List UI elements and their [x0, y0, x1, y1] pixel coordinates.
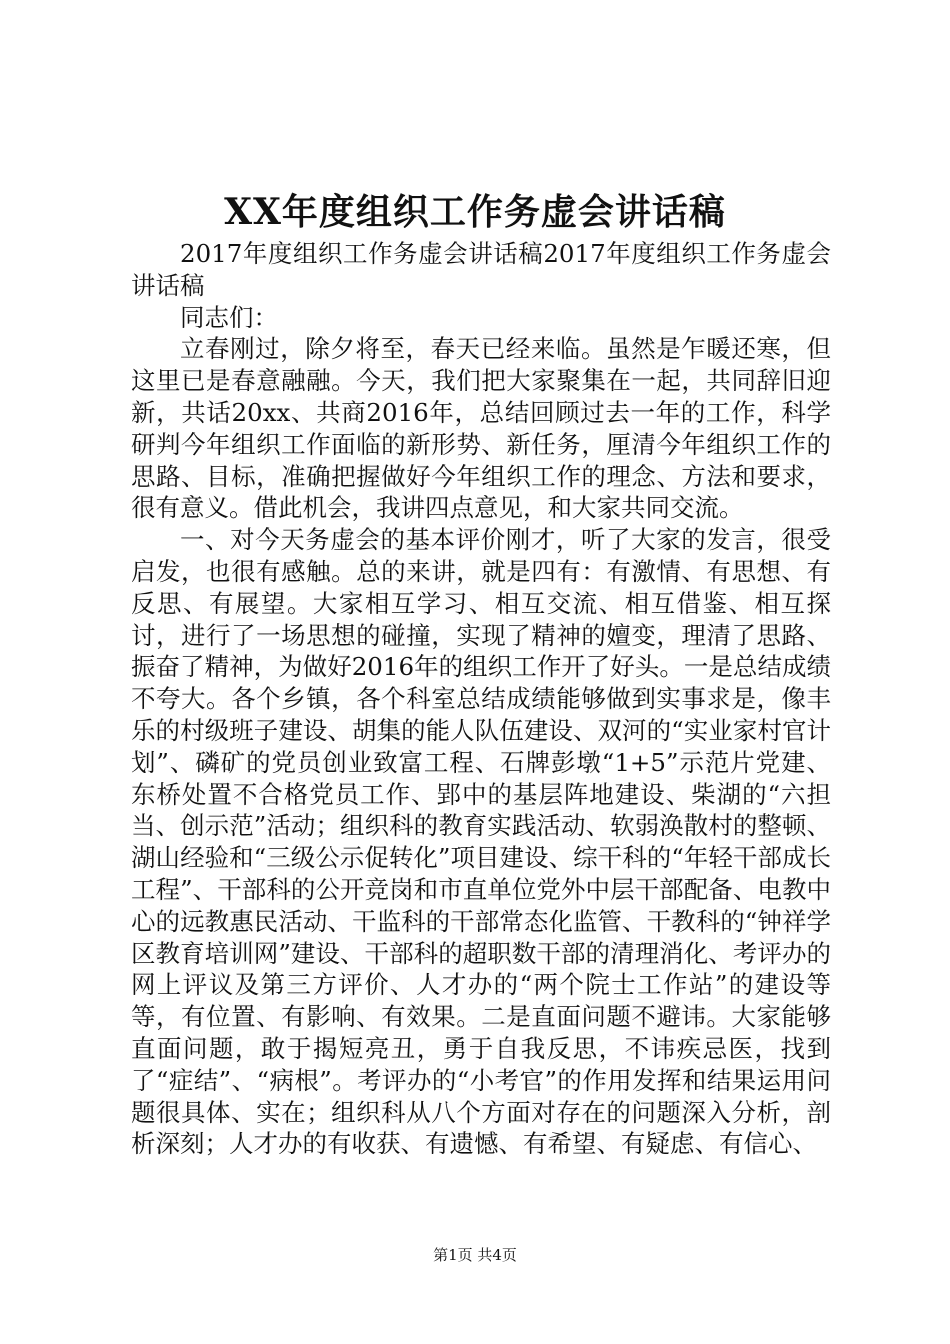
section-one-paragraph: 一、对今天务虚会的基本评价刚才，听了大家的发言，很受启发，也很有感触。总的来讲，就是四有：有激情、有思想、有反思、有展望。大家相互学习、相互交流、相互借鉴、相互探讨，进行了一场思想的碰撞，实现了精神的嬗变，理清了思路、振奋了精神，为做好2016年的组织工作开了好头。一是总结成绩不夸大。各个乡镇，各个科室总结成绩能够做到实事求是，像丰乐的村级班子建设、胡集的能人队伍建设、双河的“实业家村官计划”、磷矿的党员创业致富工程、石牌彭墩“1+5”示范片党建、东桥处置不合格党员工作、郢中的基层阵地建设、柴湖的“六担当、创示范”活动；组织科的教育实践活动、软弱涣散村的整顿、湖山经验和“三级公示促转化”项目建设、综干科的“年轻干部成长工程”、干部科的公开竞岗和市直单位党外中层干部配备、电教中心的远教惠民活动、干监科的干部常态化监管、干教科的“钟祥学区教育培训网”建设、干部科的超职数干部的清理消化、考评办的网上评议及第三方评价、人才办的“两个院士工作站”的建设等等，有位置、有影响、有效果。二是直面问题不避讳。大家能够直面问题，敢于揭短亮丑，勇于自我反思，不讳疾忌医，找到了“症结”、“病根”。考评办的“小考官”的作用发挥和结果运用问题很具体、实在；组织科从八个方面对存在的问题深入分析，剖析深刻；人才办的有收获、有遗憾、有希望、有疑虑、有信心、: [131, 525, 831, 1159]
page-number: 第1页 共4页: [433, 1246, 517, 1264]
document-title: XX年度组织工作务虚会讲话稿: [224, 191, 726, 233]
document-body: [131, 238, 831, 1160]
intro-paragraph: 2017年度组织工作务虚会讲话稿2017年度组织工作务虚会讲话稿: [131, 239, 831, 300]
page-footer: [0, 1244, 950, 1265]
opening-paragraph: 立春刚过，除夕将至，春天已经来临。虽然是乍暖还寒，但这里已是春意融融。今天，我们把大家聚集在一起，共同辞旧迎新，共话20xx、共商2016年，总结回顾过去一年的工作，科学研判今年组织工作面临的新形势、新任务，厘清今年组织工作的思路、目标，准确把握做好今年组织工作的理念、方法和要求，很有意义。借此机会，我讲四点意见，和大家共同交流。: [131, 334, 831, 523]
salutation-paragraph: 同志们：: [180, 302, 278, 332]
